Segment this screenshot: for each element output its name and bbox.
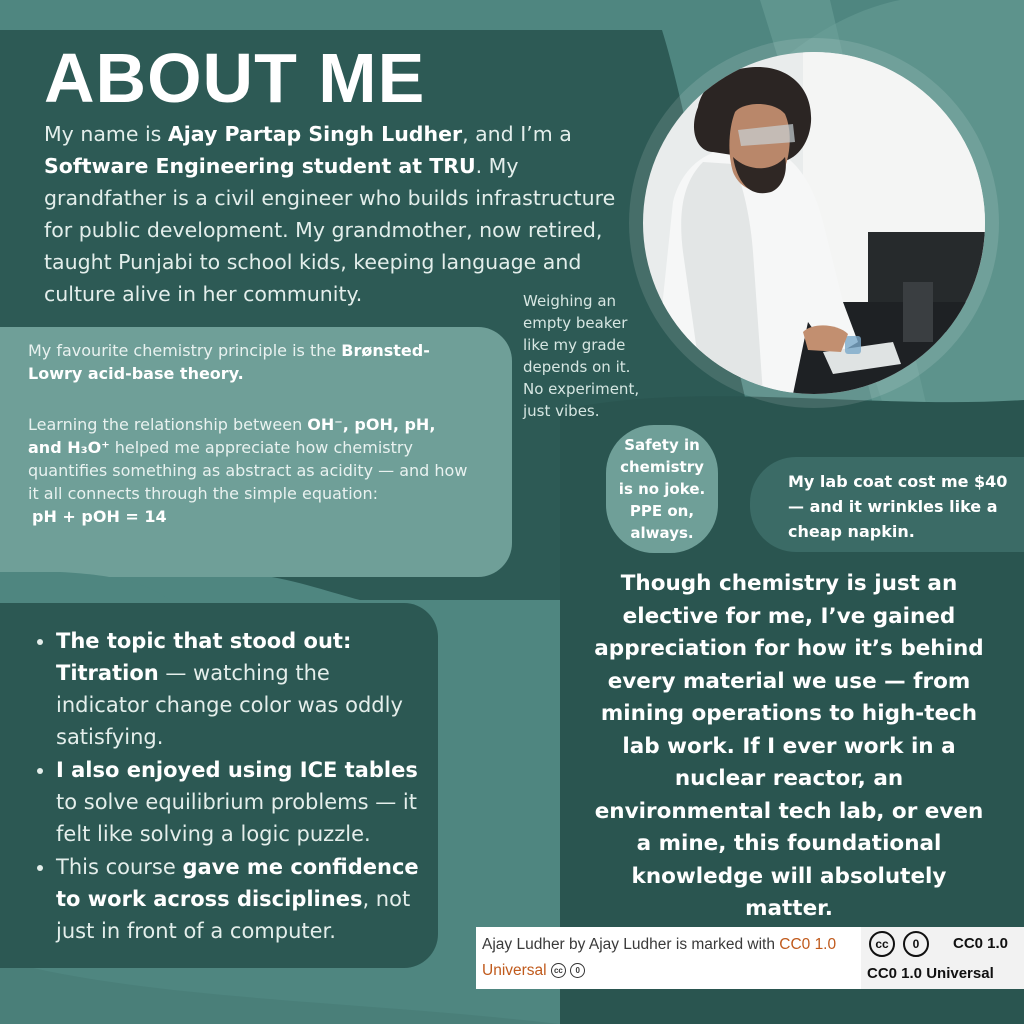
reflection-paragraph: Though chemistry is just an elective for me, I’ve gained appreciation for how it’s behind every material we use — from mining operations to high-tech lab work. If I ever work in a nuclear reactor, an environmental tech lab, or even a mine, this foundational knowledge will absolutely matter. (594, 571, 984, 921)
lab-coat-note: My lab coat cost me $40 — and it wrinkles like a cheap napkin. (750, 457, 1024, 552)
favourite-principle-text: My favourite chemistry principle is the Brønsted-Lowry acid-base theory. (28, 341, 430, 383)
zero-icon: 0 (570, 963, 585, 978)
license-text: Ajay Ludher by Ajay Ludher is marked with CC0 1.0 Universal cc 0 (482, 936, 837, 979)
lab-photo (643, 52, 985, 394)
list-item: • The topic that stood out: Titration — watching the indicator change color was oddly satisfying. (56, 625, 426, 753)
safety-note-badge: Safety in chemistry is no joke. PPE on, always. (606, 425, 718, 553)
license-badge (861, 927, 1024, 989)
cc-badge-icon: cc (869, 931, 895, 957)
relationship-text: Learning the relationship between OH⁻, pOH, pH, and H₃O⁺ helped me appreciate how chemistry quantifies something as abstract as acidity — and how it all connects through the simple equation: (28, 415, 468, 503)
list-item: • This course gave me confidence to work across disciplines, not just in front of a computer. (56, 851, 426, 947)
favourite-principle-panel (28, 327, 484, 554)
license-notice (476, 927, 1024, 989)
cc-icon: cc (551, 963, 566, 978)
page-title: ABOUT ME (44, 39, 426, 117)
ph-equation: pH + pOH = 14 (32, 507, 167, 526)
student-name: Ajay Partap Singh Ludher (167, 122, 463, 146)
highlights-list (0, 625, 426, 948)
course-highlights-panel (0, 603, 438, 968)
intro-paragraph: My name is Ajay Partap Singh Ludher, and I’m a Software Engineering student at TRU. My grandfather is a civil engineer who builds infrastructure for public development. My grandmother, now retired, taught Punjabi to school kids, keeping language and culture alive in her community. (44, 122, 616, 306)
list-item: • I also enjoyed using ICE tables to solve equilibrium problems — it felt like solving a logic puzzle. (56, 754, 426, 850)
license-version: CC0 1.0 (953, 935, 1009, 952)
license-link[interactable]: CC0 1.0 Universal (482, 936, 837, 979)
photo-caption: Weighing an empty beaker like my grade depends on it. No experiment, just vibes. (523, 292, 640, 420)
license-name: CC0 1.0 Universal (867, 965, 994, 982)
zero-badge-icon: 0 (903, 931, 929, 957)
program-name: Software Engineering student at TRU (44, 154, 476, 178)
